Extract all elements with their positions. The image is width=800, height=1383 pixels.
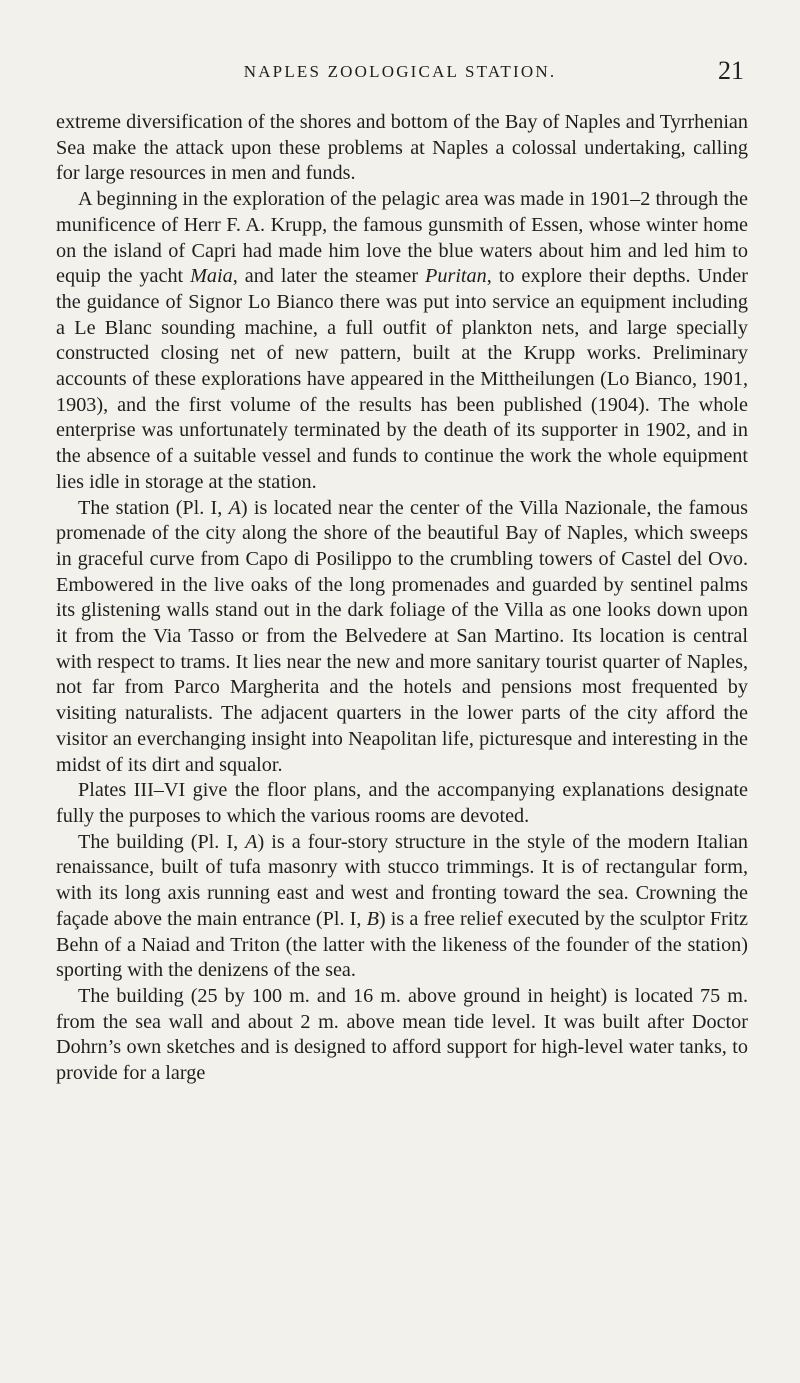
plate-letter: B <box>366 907 379 930</box>
page-number: 21 <box>718 56 744 85</box>
running-head <box>56 56 744 96</box>
paragraph-building-style <box>56 830 748 984</box>
paragraph-text: ) is a four-story structure in the style of the modern Italian renaissance, built of tufa masonry with stucco trimmings. It is of rectangular form, with its long axis running east and west and fronting toward the sea. Crowning the façade above the main entrance (Pl. I, <box>56 830 748 930</box>
paragraph-building-dimensions <box>56 984 748 1087</box>
paragraph-text: , and later the steamer <box>232 265 426 288</box>
paragraph-text: extreme diversification of the shores and bottom of the Bay of Naples and Tyrrhenian Sea make the attack upon these problems at Naples a colossal undertaking, calling for large resources in men and funds. <box>56 111 748 185</box>
paragraph-text: ) is a free relief executed by the sculptor Fritz Behn of a Naiad and Triton (the latter with the likeness of the founder of the station) sporting with the denizens of the sea. <box>56 907 748 982</box>
paragraph-text: The building (25 by 100 m. and 16 m. above ground in height) is located 75 m. from the sea wall and about 2 m. above mean tide level. It was built after Doctor Dohrn’s own sketches and is designed to afford support for high-level water tanks, to provide for a large <box>56 984 748 1085</box>
plate-letter: A <box>245 830 258 853</box>
paragraph-text: ) is located near the center of the Villa Nazionale, the famous promenade of the city along the shore of the beautiful Bay of Naples, which sweeps in graceful curve from Capo di Posilippo to the crumbling towers of Castel del Ovo. Embowered in the live oaks of the long promenades and guarded by sentinel palms its glistening walls stand out in the dark foliage of the Villa as one looks down upon it from the Via Tasso or from the Belvedere at San Martino. Its location is central with respect to trams. It lies near the new and more sanitary tourist quarter of Naples, not far from Parco Margherita and the hotels and pensions most frequented by visiting naturalists. The adjacent quarters in the lower parts of the city afford the visitor an everchanging insight into Neapolitan life, picturesque and interesting in the midst of its dirt and squalor. <box>56 496 748 776</box>
paragraph-text: The building (Pl. I, <box>78 830 246 853</box>
ship-name-maia: Maia <box>190 265 233 288</box>
ship-name-puritan: Puritan <box>425 265 487 288</box>
running-title: NAPLES ZOOLOGICAL STATION. <box>243 62 557 81</box>
paragraph-text: Plates III–VI give the floor plans, and the accompanying explanations designate fully the purposes to which the various rooms are devoted. <box>56 779 748 827</box>
body-text <box>56 110 748 1087</box>
paragraph-text: , to explore their depths. Under the guidance of Signor Lo Bianco there was put into service an equipment including a Le Blanc sounding machine, a full outfit of plankton nets, and large specially constructed closing net of new pattern, built at the Krupp works. Preliminary accounts of these explorations have appeared in the Mittheilungen (Lo Bianco, 1901, 1903), and the first volume of the results has been published (1904). The whole enterprise was unfortunately terminated by the death of its supporter in 1902, and in the absence of a suitable vessel and funds to continue the work the whole equipment lies idle in storage at the station. <box>56 265 748 493</box>
plate-letter: A <box>228 496 241 519</box>
paragraph-station-location <box>56 496 748 779</box>
paragraph-continued <box>56 110 748 187</box>
paragraph-text: A beginning in the exploration of the pelagic area was made in 1901–2 through the munificence of Herr F. A. Krupp, the famous gunsmith of Essen, whose winter home on the island of Capri had made him love the blue waters about him and led him to equip the yacht <box>56 188 748 288</box>
paragraph-floor-plans <box>56 778 748 829</box>
paragraph-krupp-exploration <box>56 187 748 495</box>
paragraph-text: The station (Pl. I, <box>78 496 229 519</box>
